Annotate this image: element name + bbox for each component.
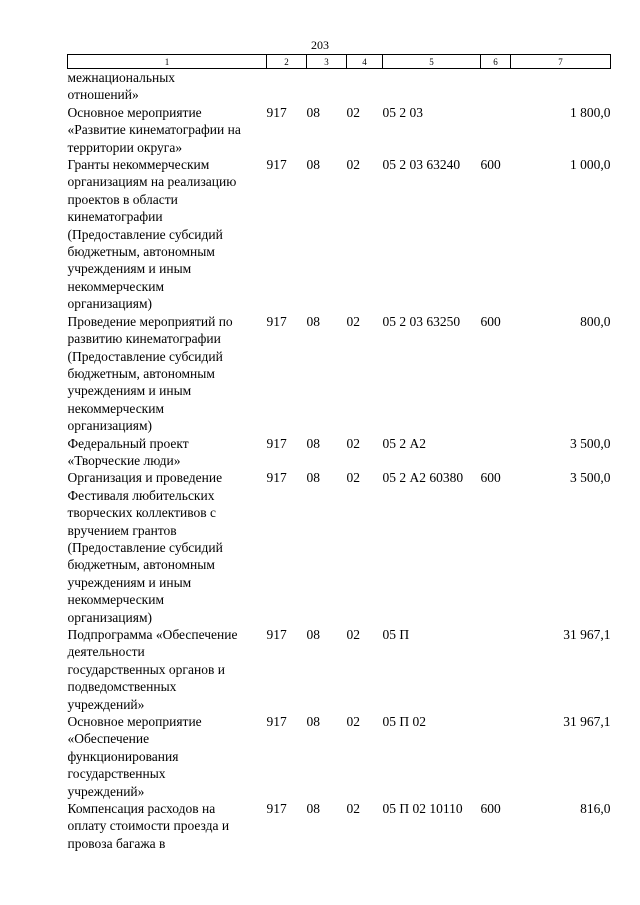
row-section-code: 08 xyxy=(306,435,320,451)
row-subsection-code: 02 xyxy=(346,470,360,486)
row-amount: 1 000,0 xyxy=(570,157,611,173)
row-name: Организация и проведение Фестиваля любительских творческих коллективов с вручением грантов (Предоставление субсидий бюджетным, автономным учреждениям и иным некоммерческим организациям) xyxy=(67,470,223,625)
row-amount: 1 800,0 xyxy=(570,104,611,120)
row-section-code: 08 xyxy=(306,801,320,817)
column-header-1: 1 xyxy=(68,55,267,69)
table-body xyxy=(68,69,611,853)
column-header-4: 4 xyxy=(347,55,383,69)
row-name: межнациональных отношений» xyxy=(67,70,176,103)
row-target-article: 05 2 А2 xyxy=(382,435,426,451)
row-subsection-code: 02 xyxy=(346,801,360,817)
row-name: Подпрограмма «Обеспечение деятельности государственных органов и подведомственных учреждений» xyxy=(67,627,238,712)
row-section-code: 08 xyxy=(306,714,320,730)
row-amount: 31 967,1 xyxy=(563,714,611,730)
table-row xyxy=(68,469,611,626)
row-subsection-code: 02 xyxy=(346,104,360,120)
row-amount: 800,0 xyxy=(580,313,611,329)
row-expense-type: 600 xyxy=(480,801,501,817)
budget-table xyxy=(67,54,611,852)
table-row xyxy=(68,104,611,156)
table-header xyxy=(68,55,611,69)
row-name: Федеральный проект «Творческие люди» xyxy=(67,435,189,468)
row-subsection-code: 02 xyxy=(346,714,360,730)
row-ministry-code: 917 xyxy=(266,104,287,120)
row-ministry-code: 917 xyxy=(266,470,287,486)
row-amount: 3 500,0 xyxy=(570,435,611,451)
row-expense-type: 600 xyxy=(480,313,501,329)
table-row xyxy=(68,313,611,435)
row-target-article: 05 2 03 63250 xyxy=(382,313,461,329)
row-subsection-code: 02 xyxy=(346,627,360,642)
row-ministry-code: 917 xyxy=(266,157,287,173)
row-ministry-code: 917 xyxy=(266,313,287,329)
row-target-article xyxy=(383,69,481,104)
row-name: Проведение мероприятий по развитию кинематографии (Предоставление субсидий бюджетным, автономным учреждениям и иным некоммерческим организациям) xyxy=(67,313,233,434)
row-name: Основное мероприятие «Обеспечение функционирования государственных учреждений» xyxy=(67,714,202,799)
row-expense-type: 600 xyxy=(480,470,501,486)
table-row xyxy=(68,800,611,852)
column-header-2: 2 xyxy=(267,55,307,69)
row-ministry-code: 917 xyxy=(266,801,287,817)
row-section-code: 08 xyxy=(306,470,320,486)
table-row xyxy=(68,713,611,800)
row-target-article: 05 2 03 63240 xyxy=(382,157,461,173)
row-subsection-code: 02 xyxy=(346,435,360,451)
row-target-article: 05 П 02 10110 xyxy=(382,801,463,817)
row-name: Основное мероприятие «Развитие кинематографии на территории округа» xyxy=(67,104,241,155)
row-amount: 31 967,1 xyxy=(563,627,611,642)
column-header-3: 3 xyxy=(307,55,347,69)
table-row xyxy=(68,626,611,713)
row-amount: 3 500,0 xyxy=(570,470,611,486)
table-row xyxy=(68,156,611,313)
row-expense-type xyxy=(481,104,511,156)
row-expense-type xyxy=(481,435,511,470)
table-row xyxy=(68,69,611,104)
row-target-article: 05 2 А2 60380 xyxy=(382,470,464,486)
page-number: 203 xyxy=(311,38,329,52)
row-ministry-code: 917 xyxy=(266,627,287,642)
row-expense-type xyxy=(481,69,511,104)
column-header-7: 7 xyxy=(511,55,611,69)
column-header-6: 6 xyxy=(481,55,511,69)
row-amount xyxy=(511,69,611,104)
row-expense-type xyxy=(481,626,511,713)
row-section-code: 08 xyxy=(306,313,320,329)
row-section-code: 08 xyxy=(306,104,320,120)
row-expense-type: 600 xyxy=(480,157,501,173)
row-subsection-code xyxy=(347,69,383,104)
row-subsection-code: 02 xyxy=(346,157,360,173)
row-ministry-code: 917 xyxy=(266,714,287,730)
row-section-code: 08 xyxy=(306,157,320,173)
row-expense-type xyxy=(481,713,511,800)
row-target-article: 05 П xyxy=(382,627,410,642)
row-target-article: 05 П 02 xyxy=(382,714,426,730)
row-name: Компенсация расходов на оплату стоимости проезда и провоза багажа в xyxy=(67,801,230,851)
row-subsection-code: 02 xyxy=(346,313,360,329)
row-target-article: 05 2 03 xyxy=(382,104,423,120)
row-ministry-code: 917 xyxy=(266,435,287,451)
row-name: Гранты некоммерческим организациям на реализацию проектов в области кинематографии (Предоставление субсидий бюджетным, автономным учреждениям и иным некоммерческим организациям) xyxy=(67,157,237,312)
row-section-code xyxy=(307,69,347,104)
row-amount: 816,0 xyxy=(580,801,611,817)
row-section-code: 08 xyxy=(306,627,320,642)
column-header-5: 5 xyxy=(383,55,481,69)
row-ministry-code xyxy=(267,69,307,104)
table-row xyxy=(68,435,611,470)
